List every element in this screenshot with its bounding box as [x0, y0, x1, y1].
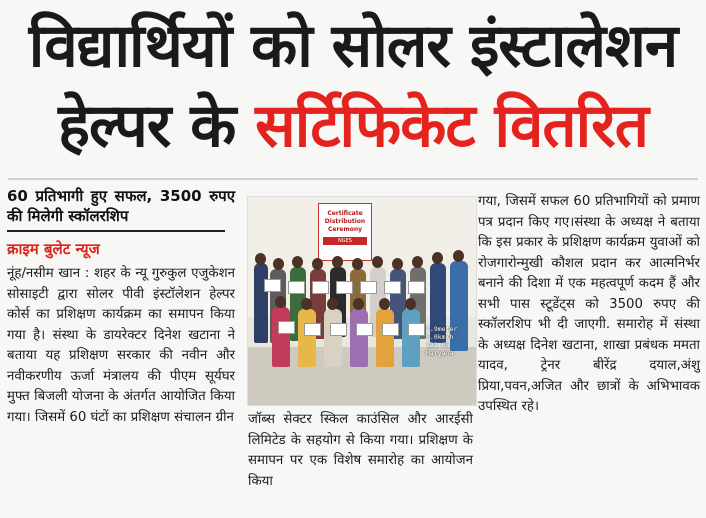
photo-head	[405, 298, 416, 310]
photo-head	[312, 258, 323, 270]
photo-head	[379, 298, 390, 310]
headline-line-1: विद्यार्थियों को सोलर इंस्टालेशन	[28, 11, 678, 81]
photo-certificate	[278, 321, 295, 334]
byline: क्राइम बुलेट न्यूज	[7, 240, 100, 258]
photo-certificate	[384, 281, 401, 294]
photo-head	[453, 250, 464, 262]
photo-head	[327, 298, 338, 310]
photo-certificate	[356, 323, 373, 336]
photo-head	[432, 252, 443, 264]
photo-certificate	[312, 281, 329, 294]
photo-head	[352, 258, 363, 270]
photo-person	[402, 309, 420, 367]
headline-line-2	[0, 86, 706, 166]
photo-head	[301, 298, 312, 310]
article-text-col1: नूंह/नसीम खान : शहर के न्यू गुरुकुल एजुकेशन सोसाइटी द्वारा सोलर पीवी इंस्टॉलेशन हेल्पर कोर्स का प्रशिक्षण कार्यक्रम का समापन किया गया है। संस्था के डायरेक्टर दिनेश खटाना ने बताया यह प्रशिक्षण सरकार की नवीन और नवीकरणीय ऊर्जा मंत्रालय की पीएम सूर्यघर मुफ्त बिजली योजना के अंतर्गत आयोजित किया गया। जिसमें 60 घंटों का प्रशिक्षण संचालन ग्रीन	[7, 266, 235, 425]
photo-head	[353, 298, 364, 310]
photo-head	[332, 256, 343, 268]
photo-certificate	[336, 281, 353, 294]
photo-banner	[318, 203, 372, 261]
photo-person	[254, 263, 268, 343]
article-column-2: जॉब्स सेक्टर स्किल काउंसिल और आरईसी लिमिटेड के सहयोग से किया गया। प्रशिक्षण के समापन पर एक विशेष समारोह का आयोजन किया	[248, 412, 473, 489]
photo-banner-title: Certificate Distribution Ceremony	[324, 210, 366, 233]
article-column-3: गया, जिसमें सफल 60 प्रतिभागियों को प्रमाण पत्र प्रदान किए गए।संस्था के अध्यक्ष ने बताया कि इस प्रकार के प्रशिक्षण कार्यक्रम युवाओं को रोजगारोन्मुखी कौशल प्रदान कर आत्मनिर्भर बनाने की दिशा में एक महत्वपूर्ण कदम हैं और सभी पास स्टूडेंट्स को 3500 रुपए की स्कॉलरशिप भी दी जाएगी. समारोह में संस्था के अध्यक्ष दिनेश खटाना, शाखा प्रबंधक ममता यादव, ट्रेनर बीरेंद्र दयाल,अंशु प्रिया,पवन,अजित और छात्रों के अभिभावक उपस्थित रहे।	[478, 194, 700, 414]
photo-head	[273, 258, 284, 270]
photo-head	[255, 253, 266, 265]
photo-gps-stamp: 7.9meter 0.0km/h 122.05 Haryana	[426, 325, 458, 357]
photo-certificate	[304, 323, 321, 336]
photo-person	[376, 309, 394, 367]
subheadline: 60 प्रतिभागी हुए सफल, 3500 रुपए की मिलेगी स्कॉलरशिप	[7, 187, 235, 225]
photo-certificate	[288, 281, 305, 294]
photo-certificate	[408, 323, 425, 336]
photo-person	[350, 309, 368, 367]
headline-divider	[8, 178, 698, 180]
article-column-1	[7, 186, 235, 428]
headline-line-2-black: हेल्पर के	[58, 91, 256, 161]
photo-person	[272, 307, 290, 367]
photo-certificate	[360, 281, 377, 294]
photo-certificate	[408, 281, 425, 294]
photo-head	[372, 256, 383, 268]
photo-head	[275, 296, 286, 308]
photo-certificate	[382, 323, 399, 336]
event-photo	[247, 196, 477, 406]
photo-head	[292, 256, 303, 268]
photo-banner-strip: NGES	[323, 237, 367, 245]
photo-person	[298, 309, 316, 367]
headline-line-2-red: सर्टिफिकेट वितरित	[255, 91, 648, 161]
photo-head	[412, 256, 423, 268]
subheadline-underline	[7, 230, 225, 232]
photo-person	[324, 309, 342, 367]
photo-head	[392, 258, 403, 270]
photo-certificate	[330, 323, 347, 336]
photo-certificate	[264, 279, 281, 292]
